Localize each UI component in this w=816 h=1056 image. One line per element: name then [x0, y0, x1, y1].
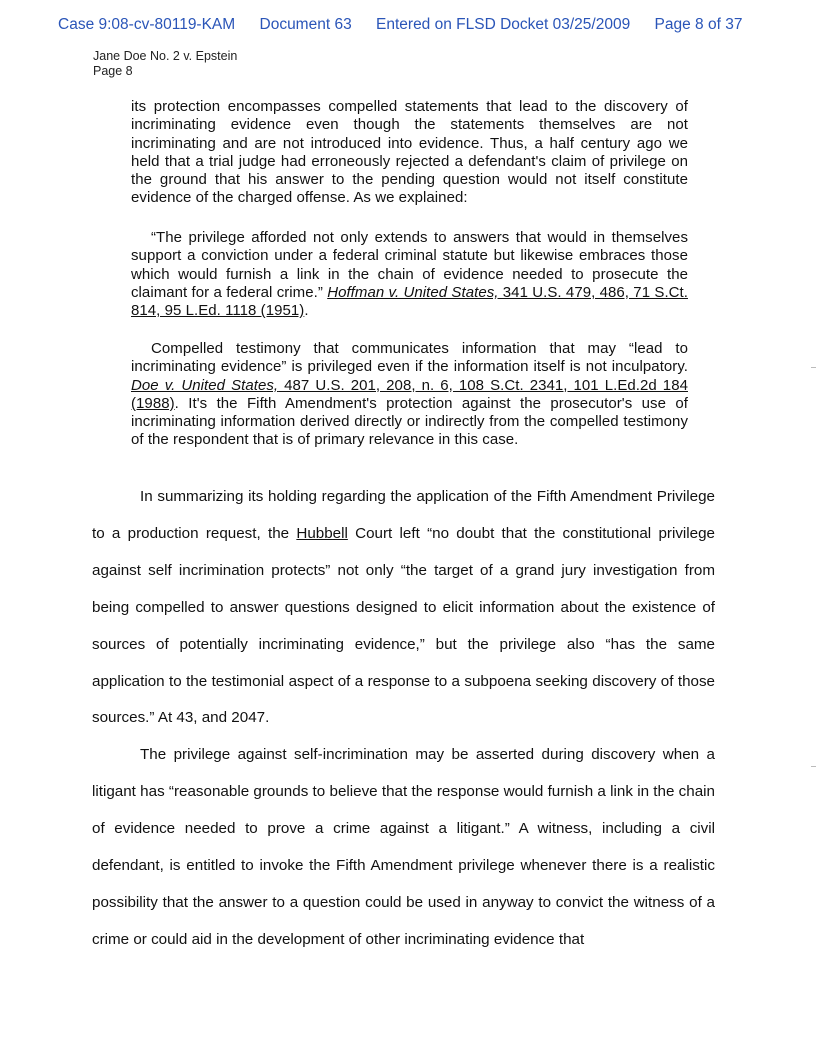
case-name: Jane Doe No. 2 v. Epstein	[93, 49, 238, 63]
page-count: Page 8 of 37	[654, 16, 743, 33]
citation-reporter: 341 U.S. 479, 486, 71 S.Ct. 814, 95 L.Ed. 1118 (1951)	[131, 283, 688, 320]
citation-case-name: Doe v. United States,	[131, 376, 279, 394]
quote-text: . It's the Fifth Amendment's protection against the prosecutor's use of incriminating information derived directly or indirectly from the compelled testimony of the respondent that is of primary relevance in this case.	[131, 394, 688, 449]
margin-mark	[811, 766, 816, 767]
body-paragraph	[92, 479, 715, 737]
body-text: In summarizing its holding regarding the application of the Fifth Amendment Privilege to a production request, the	[92, 488, 715, 542]
block-quote-1	[131, 98, 688, 208]
docket-entry: Entered on FLSD Docket 03/25/2009	[376, 16, 631, 33]
block-quote-2	[131, 229, 688, 320]
block-quote-3	[131, 340, 688, 450]
quote-text: Compelled testimony that communicates information that may “lead to incriminating evidence” is privileged even if the information itself is not inculpatory.	[131, 340, 688, 376]
margin-mark	[811, 367, 816, 368]
page-caption	[93, 49, 237, 79]
document-number: Document 63	[259, 16, 352, 33]
body-paragraph: The privilege against self-incrimination may be asserted during discovery when a litigant has “reasonable grounds to believe that the response would furnish a link in the chain of evidence needed to prove a crime against a litigant.” A witness, including a civil defendant, is entitled to invoke the Fifth Amendment privilege whenever there is a realistic possibility that the answer to a question could be used in anyway to convict the witness of a crime or could aid in the development of other incriminating evidence that	[92, 746, 715, 948]
citation-case-name: Hoffman v. United States,	[327, 283, 499, 301]
case-number: Case 9:08-cv-80119-KAM	[58, 16, 236, 33]
page-label: Page 8	[93, 64, 133, 78]
docket-header	[58, 16, 762, 34]
quote-text: “The privilege afforded not only extends to answers that would in themselves support a conviction under a federal criminal statute but likewise embraces those which would furnish a link in the chain of evidence needed to prosecute the claimant for a federal crime.”	[131, 229, 688, 301]
body-paragraph-2	[92, 737, 715, 958]
quote-paragraph: its protection encompasses compelled statements that lead to the discovery of incriminating evidence even though the statements themselves are not incriminating and are not introduced into evidence. Thus, a half century ago we held that a trial judge had erroneously rejected a defendant's claim of privilege on the ground that his answer to the pending question would not itself constitute evidence of the charged offense. As we explained:	[131, 98, 688, 207]
body-text: Court left “no doubt that the constitutional privilege against self incrimination protects” not only “the target of a grand jury investigation from being compelled to answer questions designed to elicit information about the existence of sources of potentially incriminating evidence,” but the privilege also “has the same application to the testimonial aspect of a response to a subpoena seeking discovery of those sources.” At 43, and 2047.	[92, 524, 716, 727]
quote-paragraph	[131, 340, 688, 450]
quote-paragraph	[131, 229, 688, 320]
body-paragraph-1	[92, 479, 715, 737]
citation-reporter: 487 U.S. 201, 208, n. 6, 108 S.Ct. 2341, 101 L.Ed.2d 184 (1988)	[131, 376, 688, 412]
case-reference-hubbell: Hubbell	[296, 524, 348, 542]
quote-end: .	[304, 302, 309, 320]
